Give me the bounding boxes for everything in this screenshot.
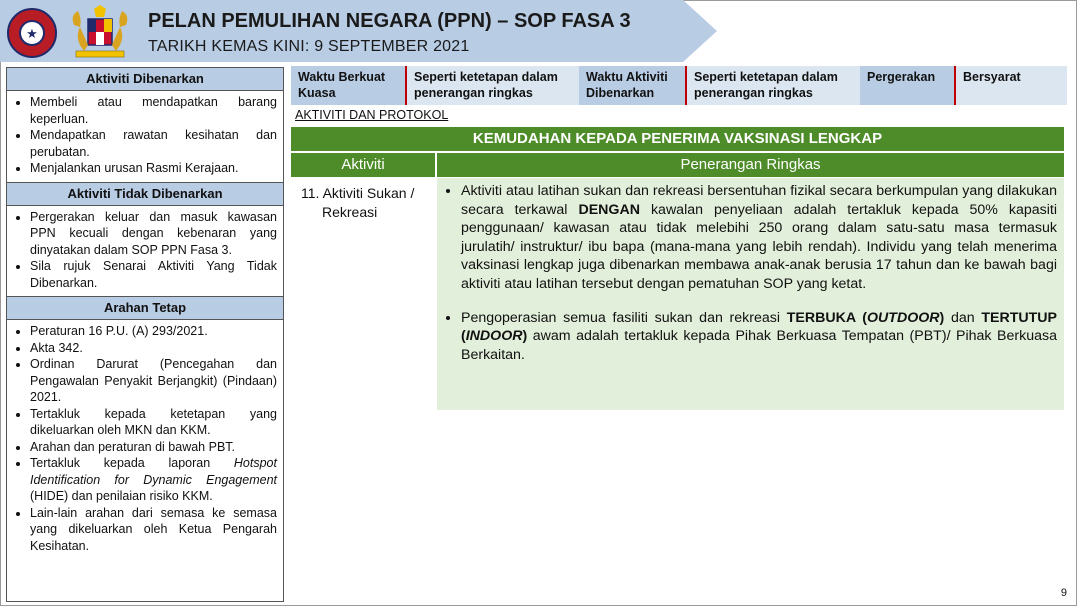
text-run: awam adalah tertakluk kepada Pihak Berkuasa Tempatan (PBT)/ Pihak Berkuasa Berkaitan. xyxy=(461,328,1057,363)
text-run-bold: ) xyxy=(939,309,945,326)
hide-text-post: (HIDE) dan penilaian risiko KKM. xyxy=(30,489,213,503)
activity-number: 11. xyxy=(301,185,320,201)
waktu-aktiviti-label: Waktu Aktiviti Dibenarkan xyxy=(579,66,685,105)
coat-of-arms-logo xyxy=(60,5,140,61)
logo-emblem xyxy=(19,20,45,46)
list-item: • Sila rujuk Senarai Aktiviti Yang Tidak Dibenarkan. xyxy=(30,258,277,291)
list-item: • Pergerakan keluar dan masuk kawasan PPN kecuali dengan kebenaran yang dinyatakan dalam SOP PPN Fasa 3. xyxy=(30,209,277,259)
text-run-bold-italic: OUTDOOR xyxy=(867,309,940,326)
description-bullet xyxy=(461,309,1057,365)
hide-text-italic: Hotspot Identification for Dynamic Engagement xyxy=(30,456,277,487)
pergerakan-value: Bersyarat xyxy=(954,66,1067,105)
text-run: kawalan penyeliaan adalah tertakluk kepada 50% kapasiti penggunaan/ kawasan atau tidak melebihi 250 orang dalam satu-satu masa termasuk jurulatih/ instruktur/ ibu bapa (mana-mana yang lebih rendah). Individu yang telah menerima vaksinasi lengkap juga dibenarkan membawa anak-anak berusia 17 tahun dan ke bawah bagi aktiviti atau latihan tersebut dengan pematuhan SOP yang ketat. xyxy=(461,201,1058,292)
text-run-bold-italic: INDOOR xyxy=(465,328,523,345)
star-icon: ★ xyxy=(26,26,38,41)
page-subtitle: TARIKH KEMAS KINI: 9 SEPTEMBER 2021 xyxy=(148,38,470,55)
section-heading-tidak-dibenarkan: Aktiviti Tidak Dibenarkan xyxy=(7,182,283,206)
agency-logo xyxy=(7,8,57,58)
text-run-bold: ) xyxy=(522,328,528,345)
description-text xyxy=(446,182,1057,364)
list-item: • Membeli atau mendapatkan barang keperluan. xyxy=(30,94,277,127)
list-item: • Peraturan 16 P.U. (A) 293/2021. xyxy=(30,323,277,340)
column-header-aktiviti: Aktiviti xyxy=(291,153,435,177)
list-item: • Mendapatkan rawatan kesihatan dan perubatan. xyxy=(30,127,277,160)
activity-label xyxy=(301,184,414,222)
text-run-bold: TERBUKA ( xyxy=(786,309,867,326)
hide-text-pre: Tertakluk kepada laporan xyxy=(30,456,234,470)
section-body-dibenarkan xyxy=(7,91,283,182)
text-run-bold: TERTUTUP ( xyxy=(461,309,1058,345)
list-item: • Menjalankan urusan Rasmi Kerajaan. xyxy=(30,160,277,177)
activity-name-line2: Rekreasi xyxy=(322,204,378,220)
left-column xyxy=(6,67,284,602)
page-title: PELAN PEMULIHAN NEGARA (PPN) – SOP FASA 3 xyxy=(148,10,631,32)
text-run: Aktiviti atau latihan sukan dan rekreasi bersentuhan fizikal secara berkumpulan yang dilakukan secara terkawal xyxy=(461,183,1057,218)
info-strip xyxy=(291,66,1067,105)
text-run: Pengoperasian semua fasiliti sukan dan rekreasi xyxy=(461,309,787,326)
list-item: • Tertakluk kepada ketetapan yang dikeluarkan oleh MKN dan KKM. xyxy=(30,406,277,439)
section-label-protokol: AKTIVITI DAN PROTOKOL xyxy=(295,108,449,122)
list-item-hide xyxy=(30,455,277,505)
section-heading-arahan: Arahan Tetap xyxy=(7,296,283,320)
section-body-arahan xyxy=(7,320,283,559)
list-item: • Lain-lain arahan dari semasa ke semasa yang dikeluarkan oleh Ketua Pengarah Kesihatan. xyxy=(30,505,277,555)
column-header-penerangan: Penerangan Ringkas xyxy=(437,153,1064,177)
page-number: 9 xyxy=(1060,587,1067,599)
vaccination-banner: KEMUDAHAN KEPADA PENERIMA VAKSINASI LENGKAP xyxy=(291,127,1064,151)
description-bullet xyxy=(461,182,1057,294)
text-run-bold: DENGAN xyxy=(578,201,640,218)
section-heading-dibenarkan: Aktiviti Dibenarkan xyxy=(7,68,283,91)
waktu-kuasa-value: Seperti ketetapan dalam penerangan ringkas xyxy=(405,66,579,105)
list-item: • Akta 342. xyxy=(30,340,277,357)
list-item: • Ordinan Darurat (Pencegahan dan Pengawalan Penyakit Berjangkit) (Pindaan) 2021. xyxy=(30,356,277,406)
activity-name-line1: Aktiviti Sukan / xyxy=(322,185,415,201)
waktu-aktiviti-value: Seperti ketetapan dalam penerangan ringkas xyxy=(685,66,860,105)
section-body-tidak-dibenarkan xyxy=(7,206,283,297)
list-item: • Arahan dan peraturan di bawah PBT. xyxy=(30,439,277,456)
waktu-kuasa-label: Waktu Berkuat Kuasa xyxy=(291,66,405,105)
pergerakan-label: Pergerakan xyxy=(860,66,954,105)
text-run: dan xyxy=(944,309,982,326)
